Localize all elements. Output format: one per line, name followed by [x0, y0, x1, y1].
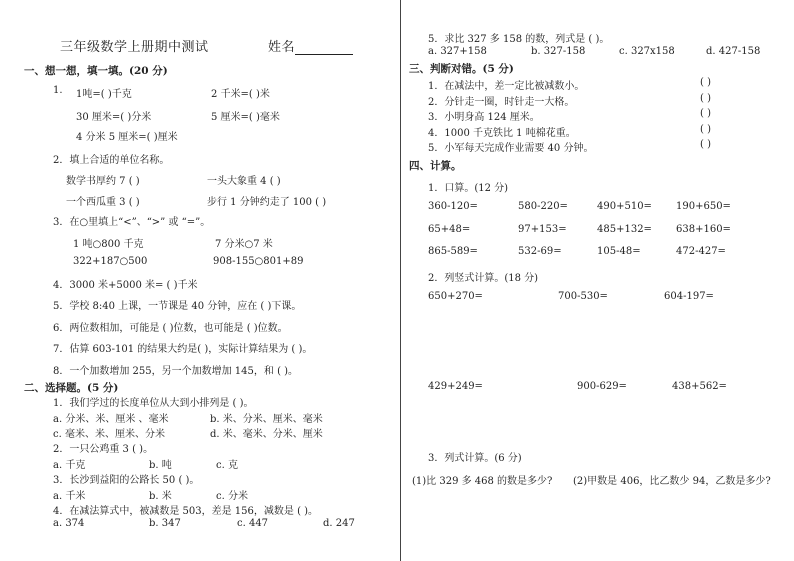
judge-5: 5．小军每天完成作业需要 40 分钟。 [428, 143, 594, 154]
section-1-heading: 一、想一想，填一填。(20 分) [24, 65, 168, 77]
question-8: 8．一个加数增加 255，另一个加数增加 145，和 ( )。 [53, 366, 299, 377]
oral-item: 105-48= [597, 246, 641, 257]
question-3d: 908-155○801+89 [213, 256, 304, 267]
choice-4: 4．在减法算式中，被减数是 503，差是 156，减数是 ( )。 [53, 506, 319, 517]
oral-item: 580-220= [518, 201, 568, 212]
vertical-item: 650+270= [428, 291, 483, 302]
question-4: 4．3000 米+5000 米= ( )千米 [53, 280, 198, 291]
vertical-item: 604-197= [664, 291, 714, 302]
question-6: 6．两位数相加，可能是 ( )位数，也可能是 ( )位数。 [53, 323, 288, 334]
choice-5c: c. 327x158 [619, 46, 675, 57]
judge-3: 3．小明身高 124 厘米。 [428, 112, 540, 123]
question-1d: 5 厘米=( )毫米 [211, 112, 280, 123]
oral-item: 190+650= [676, 201, 731, 212]
judge-2-blank: ( ) [700, 93, 711, 104]
choice-4a: a. 374 [53, 518, 85, 529]
oral-item: 490+510= [597, 201, 652, 212]
choice-5: 5．求比 327 多 158 的数，列式是 ( )。 [428, 34, 610, 45]
vertical-item: 700-530= [558, 291, 608, 302]
choice-1: 1．我们学过的长度单位从大到小排列是 ( )。 [53, 398, 254, 409]
word-problem-2: (2)甲数是 406，比乙数少 94，乙数是多少? [573, 476, 771, 487]
judge-1-blank: ( ) [700, 77, 711, 88]
vertical-heading: 2．列竖式计算。(18 分) [428, 273, 539, 284]
choice-1c: c. 毫米、米、厘米、分米 [53, 429, 165, 440]
question-7: 7．估算 603-101 的结果大约是( )，实际计算结果为 ( )。 [53, 344, 313, 355]
name-label: 姓名 [268, 36, 353, 55]
oral-item: 97+153= [518, 224, 567, 235]
question-2c: 一个西瓜重 3 ( ) [66, 197, 140, 208]
judge-1: 1．在减法中，差一定比被减数小。 [428, 81, 585, 92]
question-3: 3．在○里填上“<”、“>” 或 “=”。 [53, 217, 211, 228]
choice-1a: a. 分米、米、厘米 、毫米 [53, 414, 169, 425]
word-heading: 3．列式计算。(6 分) [428, 453, 522, 464]
question-2: 2．填上合适的单位名称。 [53, 155, 170, 166]
choice-1d: d. 米、毫米、分米、厘米 [210, 429, 323, 440]
choice-2b: b. 吨 [149, 460, 172, 471]
question-3b: 7 分米○7 米 [215, 239, 273, 250]
vertical-item: 429+249= [428, 381, 483, 392]
question-1a: 1吨=( )千克 [76, 89, 132, 100]
question-5: 5．学校 8:40 上课，一节课是 40 分钟，应在 ( )下课。 [53, 301, 302, 312]
choice-4d: d. 247 [323, 518, 355, 529]
choice-3a: a. 千米 [53, 491, 86, 502]
oral-item: 638+160= [676, 224, 731, 235]
question-2b: 一头大象重 4 ( ) [207, 176, 281, 187]
choice-2: 2．一只公鸡重 3 ( )。 [53, 444, 154, 455]
section-3-heading: 三、判断对错。(5 分) [409, 63, 514, 75]
judge-4: 4．1000 千克铁比 1 吨棉花重。 [428, 128, 576, 139]
question-3a: 1 吨○800 千克 [73, 239, 144, 250]
column-divider [400, 0, 401, 561]
oral-item: 865-589= [428, 246, 478, 257]
choice-1b: b. 米、分米、厘米、毫米 [210, 414, 323, 425]
question-1c: 30 厘米=( )分米 [76, 112, 152, 123]
judge-4-blank: ( ) [700, 124, 711, 135]
choice-5d: d. 427-158 [706, 46, 761, 57]
question-1b: 2 千米=( )米 [211, 89, 270, 100]
choice-3: 3．长沙到益阳的公路长 50 ( )。 [53, 475, 200, 486]
choice-4b: b. 347 [149, 518, 181, 529]
vertical-item: 438+562= [672, 381, 727, 392]
vertical-item: 900-629= [577, 381, 627, 392]
question-3c: 322+187○500 [73, 256, 148, 267]
question-2a: 数学书厚约 7 ( ) [66, 176, 140, 187]
choice-2a: a. 千克 [53, 460, 86, 471]
name-blank [295, 42, 353, 55]
question-1e: 4 分米 5 厘米=( )厘米 [76, 132, 178, 143]
judge-5-blank: ( ) [700, 139, 711, 150]
oral-item: 532-69= [518, 246, 562, 257]
choice-5b: b. 327-158 [531, 46, 586, 57]
question-1-number: 1. [53, 85, 63, 96]
choice-4c: c. 447 [237, 518, 269, 529]
oral-item: 65+48= [428, 224, 471, 235]
section-2-heading: 二、选择题。(5 分) [24, 382, 119, 394]
section-4-heading: 四、计算。 [409, 160, 462, 172]
judge-3-blank: ( ) [700, 108, 711, 119]
choice-5a: a. 327+158 [428, 46, 487, 57]
oral-item: 472-427= [676, 246, 726, 257]
oral-item: 360-120= [428, 201, 478, 212]
oral-item: 485+132= [597, 224, 652, 235]
judge-2: 2．分针走一圈，时针走一大格。 [428, 97, 575, 108]
word-problem-1: (1)比 329 多 468 的数是多少? [412, 476, 553, 487]
choice-3c: c. 分米 [216, 491, 248, 502]
oral-heading: 1．口算。(12 分) [428, 183, 509, 194]
page-title: 三年级数学上册期中测试 [60, 40, 209, 55]
question-2d: 步行 1 分钟约走了 100 ( ) [207, 197, 327, 208]
choice-2c: c. 克 [216, 460, 238, 471]
choice-3b: b. 米 [149, 491, 172, 502]
